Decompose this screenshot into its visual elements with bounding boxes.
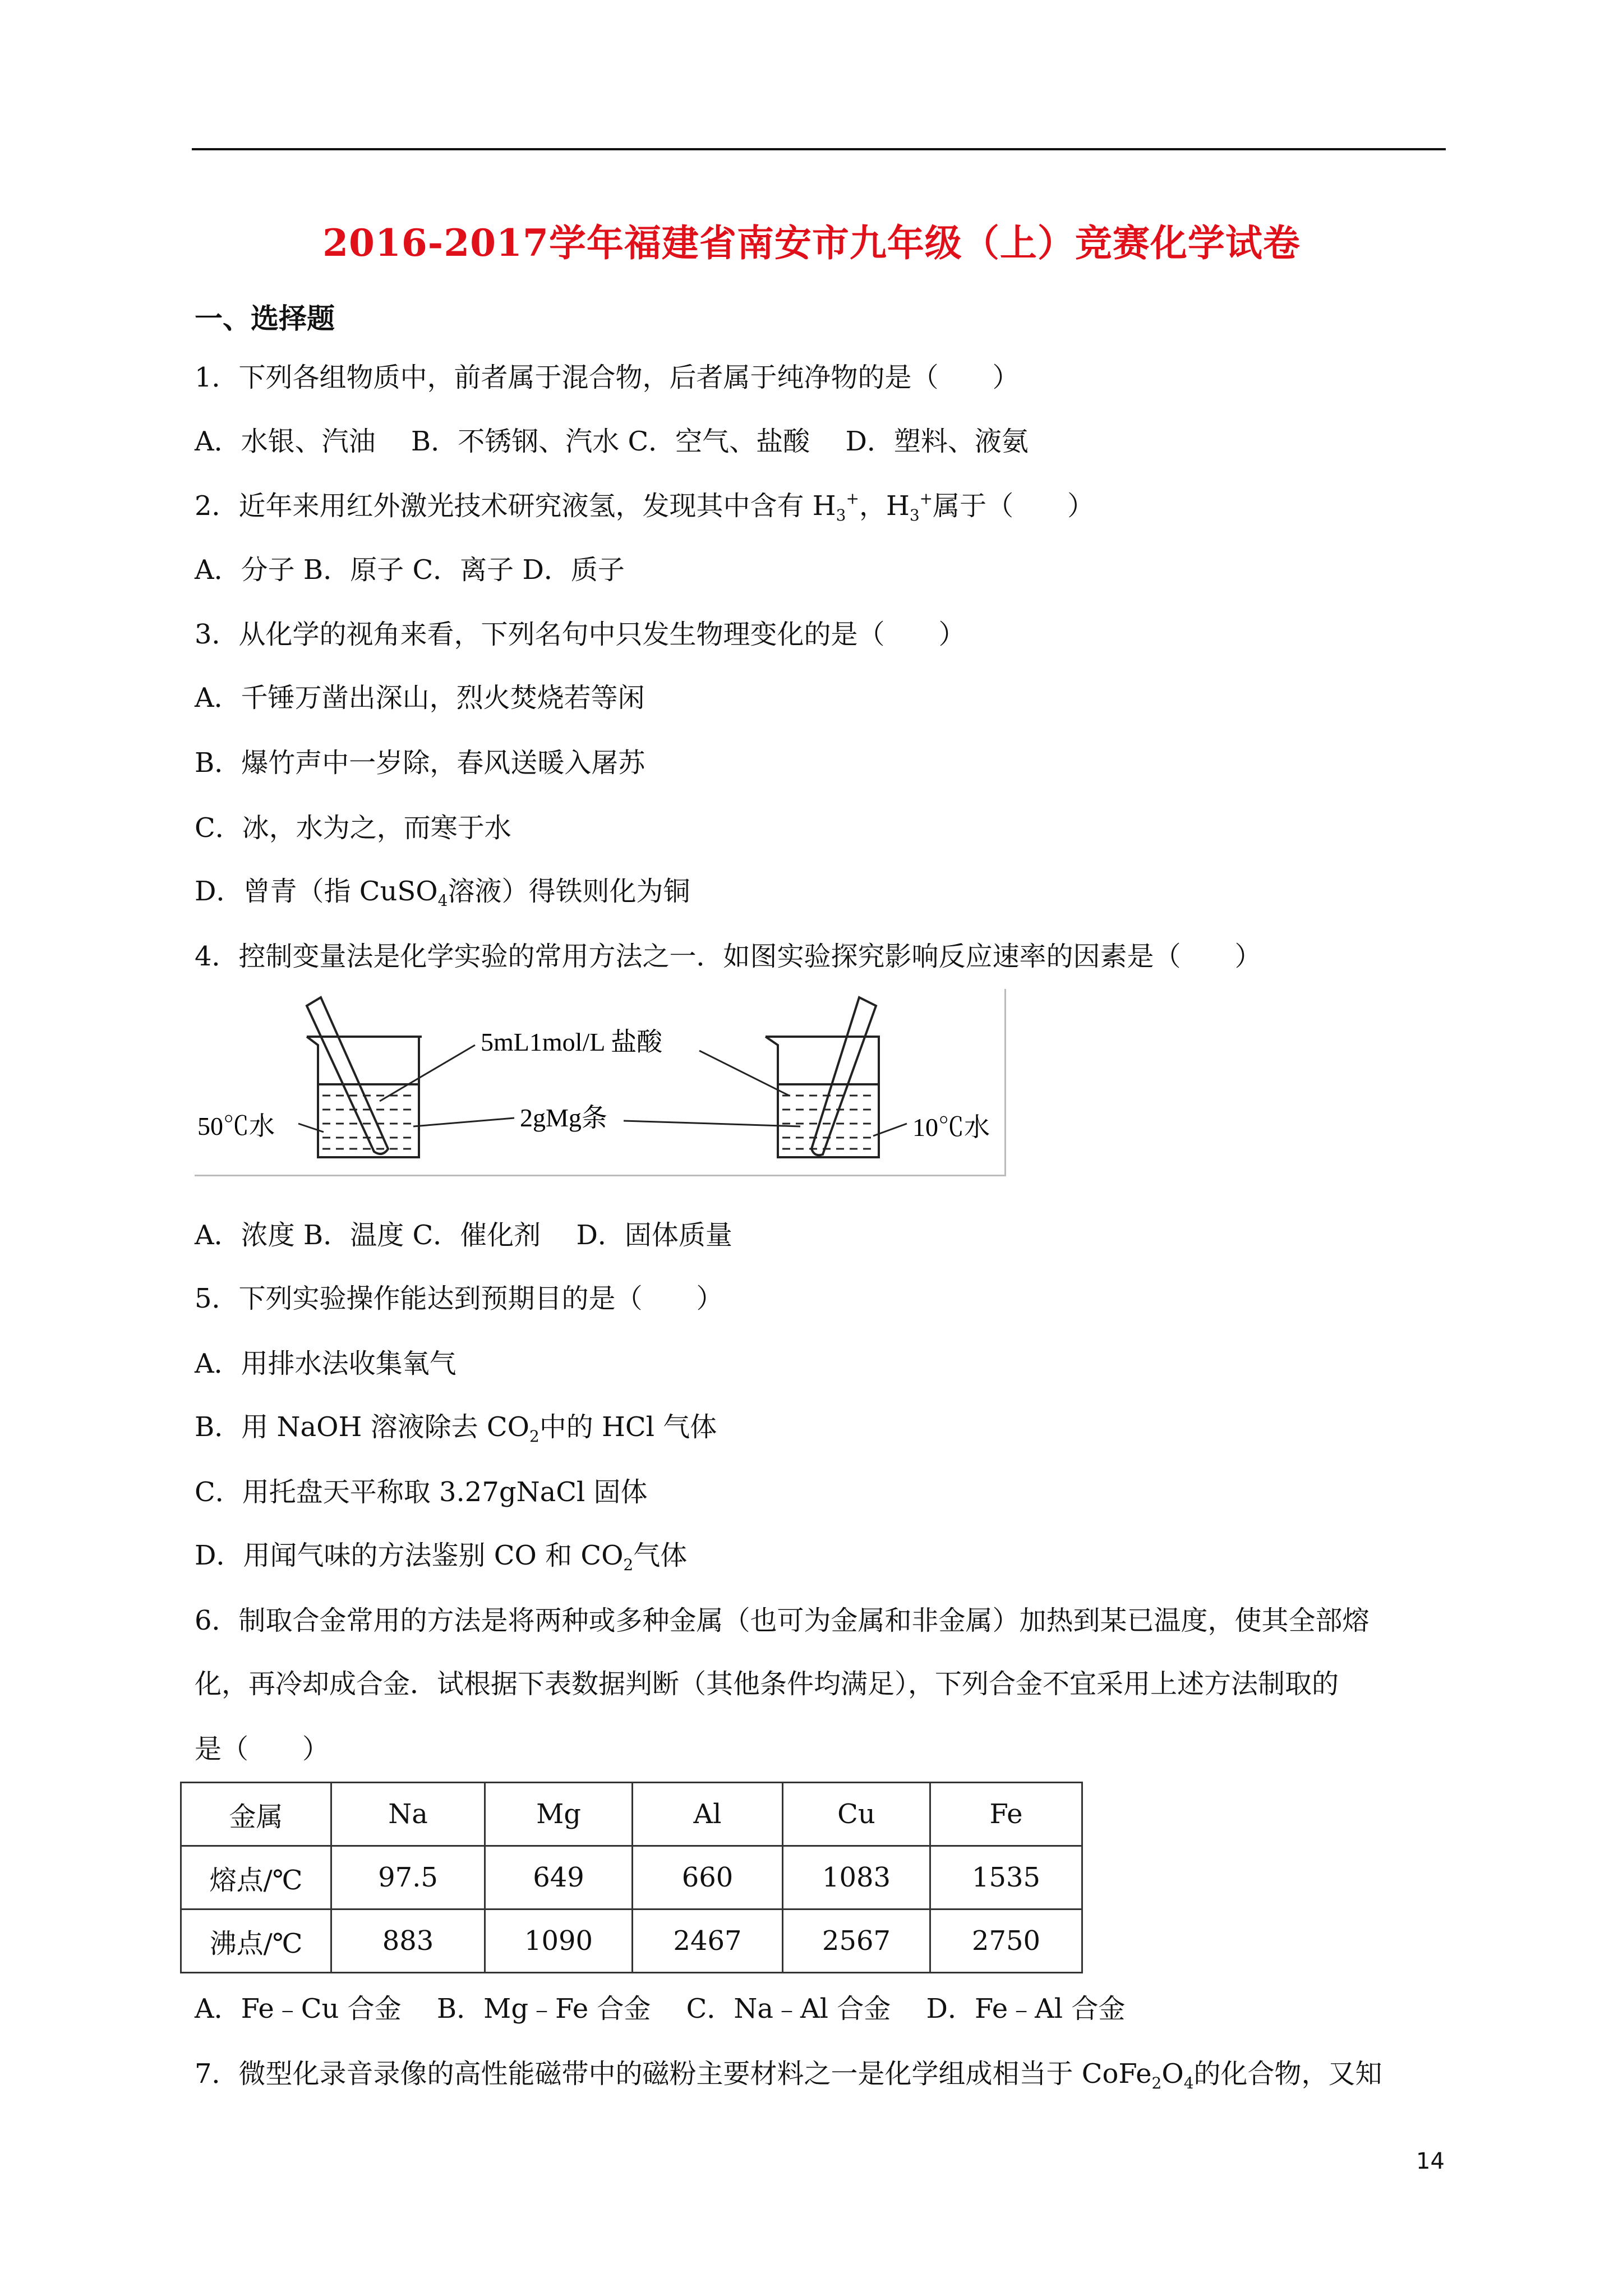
table-cell: 2467 (633, 1910, 783, 1973)
question-3-option-c: C．冰，水为之，而寒于水 (195, 812, 511, 844)
table-cell: 660 (633, 1846, 783, 1910)
page-title: 2016-2017学年福建省南安市九年级（上）竞赛化学试卷 (322, 221, 1301, 265)
table-cell: 金属 (181, 1783, 331, 1846)
question-1-stem: 1．下列各组物质中，前者属于混合物，后者属于纯净物的是（ ） (195, 362, 1020, 393)
table-cell: Na (331, 1783, 485, 1846)
acid-label: 5mL1mol/L 盐酸 (481, 1028, 663, 1056)
question-6-options: A．Fe﹣Cu 合金 B．Mg﹣Fe 合金 C．Na﹣Al 合金 D．Fe﹣Al 合金 (195, 1993, 1126, 2024)
question-5-option-a: A．用排水法收集氧气 (195, 1348, 457, 1379)
question-3-option-b: B．爆竹声中一岁除，春风送暖入屠苏 (195, 747, 645, 779)
left-water-label: 50℃水 (197, 1112, 275, 1140)
experiment-figure (195, 989, 1006, 1176)
text: ，H (859, 490, 910, 522)
right-test-tube (811, 997, 876, 1155)
table-cell: 649 (485, 1846, 633, 1910)
text: 7．微型化录音录像的高性能磁带中的磁粉主要材料之一是化学组成相当于 CoFe (195, 2058, 1152, 2090)
question-3-option-a: A．千锤万凿出深山，烈火焚烧若等闲 (195, 682, 645, 714)
subscript: 2 (623, 1556, 634, 1574)
question-2-stem (195, 489, 1094, 523)
text: B．用 NaOH 溶液除去 CO (195, 1411, 529, 1443)
page-number: 14 (1416, 2148, 1445, 2174)
table-cell: 2750 (930, 1910, 1082, 1973)
table-header-row (181, 1783, 1082, 1846)
superscript: + (919, 489, 933, 508)
subscript: 4 (1183, 2074, 1194, 2092)
table-cell: 1083 (783, 1846, 930, 1910)
right-water-label: 10℃水 (912, 1113, 990, 1142)
text: 溶液）得铁则化为铜 (448, 876, 690, 907)
subscript: 3 (909, 506, 920, 524)
table-cell: 1090 (485, 1910, 633, 1973)
question-7-stem (195, 2057, 1382, 2091)
question-5-stem: 5．下列实验操作能达到预期目的是（ ） (195, 1283, 723, 1314)
table-cell: 883 (331, 1910, 485, 1973)
question-6-line-3: 是（ ） (195, 1733, 330, 1765)
table-cell: Al (633, 1783, 783, 1846)
table-cell: 沸点/℃ (181, 1910, 331, 1973)
table-cell: 熔点/℃ (181, 1846, 331, 1910)
question-1-options: A．水银、汽油 B．不锈钢、汽水 C．空气、盐酸 D．塑料、液氨 (195, 426, 1029, 457)
question-5-option-d (195, 1539, 687, 1572)
subscript: 4 (437, 891, 448, 910)
subscript: 3 (836, 506, 846, 524)
text: 属于（ ） (933, 490, 1095, 522)
table-cell: 1535 (930, 1846, 1082, 1910)
question-6-line-2: 化，再冷却成合金．试根据下表数据判断（其他条件均满足），下列合金不宜采用上述方法制取的 (195, 1668, 1339, 1700)
text: D．用闻气味的方法鉴别 CO 和 CO (195, 1540, 624, 1571)
subscript: 2 (529, 1427, 540, 1446)
text: D．曾青（指 CuSO (195, 876, 438, 907)
table-cell: 97.5 (331, 1846, 485, 1910)
question-3-stem: 3．从化学的视角来看，下列名句中只发生物理变化的是（ ） (195, 619, 966, 650)
text: 的化合物，又知 (1193, 2058, 1382, 2090)
right-beaker (766, 997, 880, 1157)
text: 中的 HCl 气体 (539, 1411, 717, 1443)
header-rule (192, 148, 1446, 150)
question-2-options: A．分子 B．原子 C．离子 D．质子 (195, 554, 625, 586)
table-cell: Cu (783, 1783, 930, 1846)
table-row (181, 1846, 1082, 1910)
table-cell: 2567 (783, 1910, 930, 1973)
text: 气体 (633, 1540, 688, 1571)
question-5-option-b (195, 1410, 717, 1444)
question-4-options: A．浓度 B．温度 C．催化剂 D．固体质量 (195, 1220, 732, 1251)
text: 2．近年来用红外激光技术研究液氢，发现其中含有 H (195, 490, 836, 522)
superscript: + (846, 489, 859, 508)
question-4-stem: 4．控制变量法是化学实验的常用方法之一．如图实验探究影响反应速率的因素是（ ） (195, 941, 1262, 972)
table-cell: Mg (485, 1783, 633, 1846)
table-row (181, 1910, 1082, 1973)
section-heading: 一、选择题 (195, 302, 335, 335)
question-6-line-1: 6．制取合金常用的方法是将两种或多种金属（也可为金属和非金属）加热到某已温度，使其全部熔 (195, 1605, 1370, 1636)
table-cell: Fe (930, 1783, 1082, 1846)
mg-label: 2gMg条 (520, 1103, 607, 1132)
text: O (1161, 2058, 1184, 2090)
metal-data-table (180, 1782, 1083, 1973)
question-5-option-c: C．用托盘天平称取 3.27gNaCl 固体 (195, 1476, 648, 1508)
subscript: 2 (1151, 2074, 1162, 2092)
question-3-option-d (195, 875, 690, 908)
left-beaker (307, 997, 422, 1157)
